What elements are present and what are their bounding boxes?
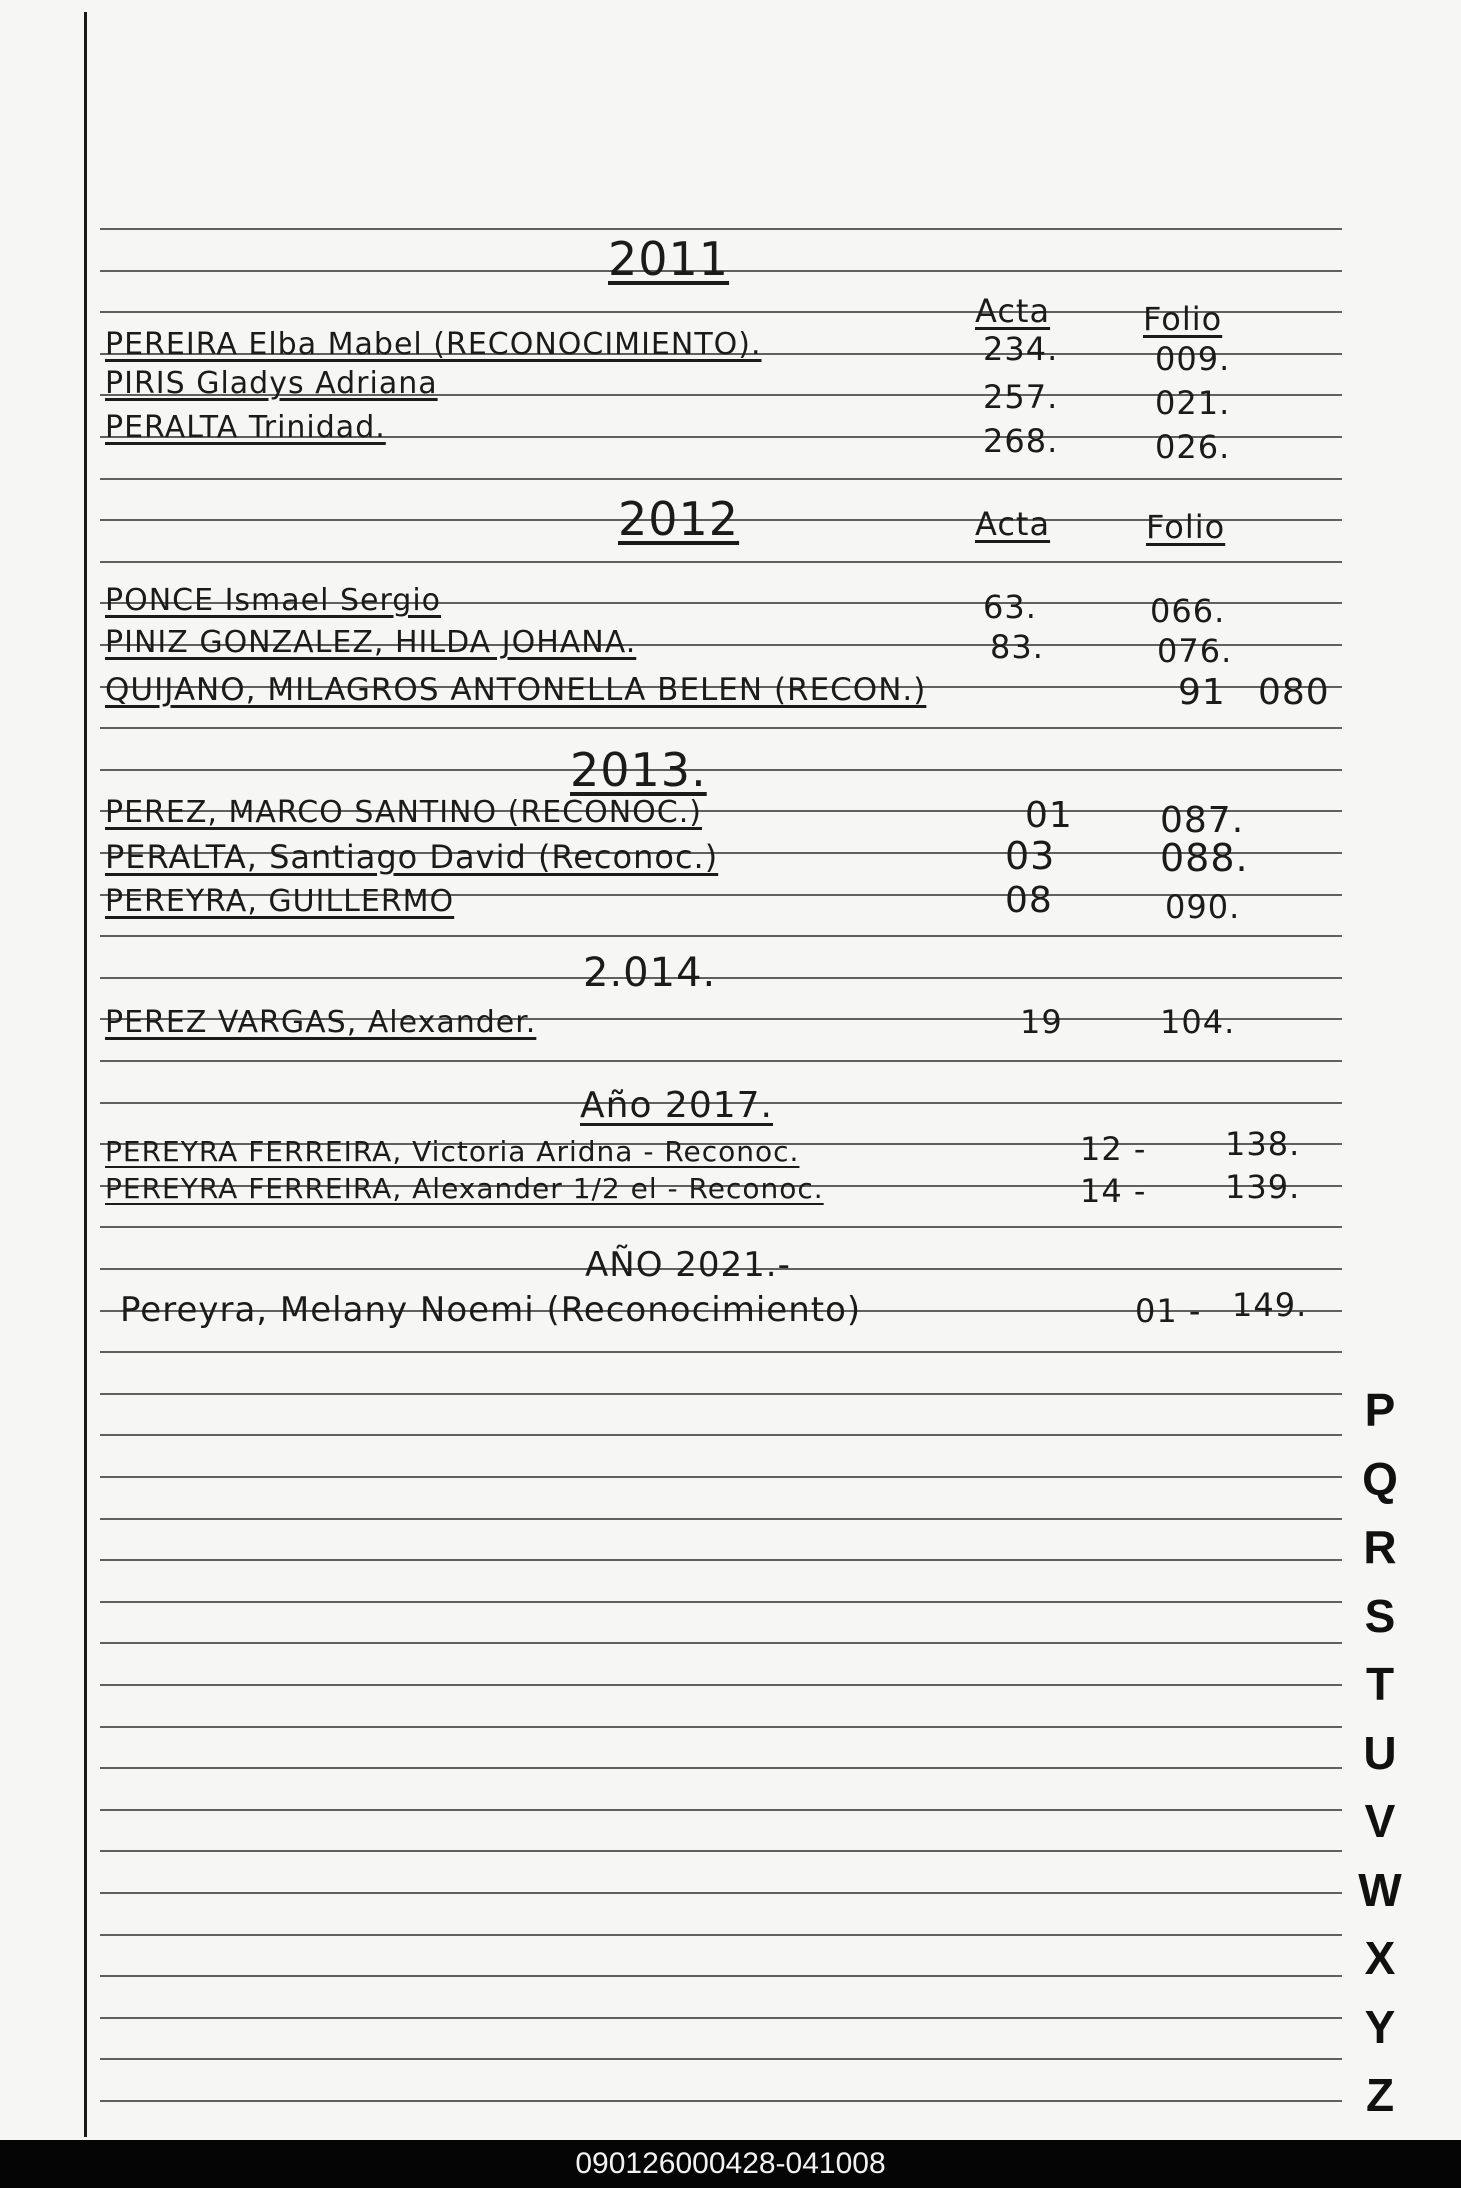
- entry-name: PEREYRA FERREIRA, Victoria Aridna - Reconoc.: [105, 1135, 800, 1168]
- entry-acta: 63.: [983, 588, 1037, 626]
- year-heading-2011: 2011: [608, 232, 730, 286]
- index-tab: T: [1365, 1658, 1395, 1710]
- entry-acta: 12 -: [1080, 1130, 1147, 1168]
- entry-name: PERALTA, Santiago David (Reconoc.): [105, 838, 719, 876]
- acta-header: Acta: [975, 505, 1051, 543]
- ruled-line: [100, 935, 1342, 937]
- entry-acta: 91: [1178, 672, 1226, 713]
- entry-name: PEREYRA FERREIRA, Alexander 1/2 el - Reconoc.: [105, 1172, 824, 1205]
- index-tab: X: [1364, 1932, 1396, 1984]
- entry-folio: 138.: [1225, 1125, 1301, 1163]
- year-heading-2012: 2012: [618, 492, 740, 546]
- ruled-line: [100, 727, 1342, 729]
- folio-header: Folio: [1143, 300, 1223, 338]
- ruled-line: [100, 1975, 1342, 1977]
- ruled-line: [100, 1767, 1342, 1769]
- entry-name: QUIJANO, MILAGROS ANTONELLA BELEN (RECON.): [105, 672, 927, 708]
- ruled-line: [100, 1226, 1342, 1228]
- ruled-line: [100, 1642, 1342, 1644]
- ruled-line: [100, 977, 1342, 979]
- entry-acta: 03: [1005, 834, 1056, 878]
- ruled-line: [100, 1559, 1342, 1561]
- index-tab: V: [1364, 1795, 1396, 1847]
- entry-acta: 08: [1005, 880, 1053, 921]
- ruled-line: [100, 1850, 1342, 1852]
- ruled-line: [100, 769, 1342, 771]
- entry-name: PEREYRA, GUILLERMO: [105, 884, 455, 919]
- entry-folio: 088.: [1160, 836, 1249, 880]
- year-heading-2017: Año 2017.: [580, 1085, 773, 1126]
- acta-header: Acta: [975, 292, 1051, 330]
- index-tab: R: [1363, 1521, 1397, 1573]
- entry-folio: 139.: [1225, 1168, 1301, 1206]
- index-tab: Z: [1365, 2069, 1395, 2121]
- entry-folio: 080: [1258, 672, 1330, 713]
- entry-folio: 009.: [1155, 340, 1231, 378]
- index-tab: Q: [1362, 1452, 1398, 1505]
- entry-folio: 076.: [1157, 632, 1233, 670]
- entry-acta: 268.: [983, 422, 1059, 460]
- ruled-line: [100, 1518, 1342, 1520]
- entry-acta: 234.: [983, 330, 1059, 368]
- entry-folio: 090.: [1165, 888, 1241, 926]
- year-heading-2021: AÑO 2021.-: [585, 1245, 791, 1285]
- alphabet-index: [1350, 1385, 1410, 2120]
- entry-name: PONCE Ismael Sergio: [105, 583, 442, 618]
- entry-folio: 149.: [1232, 1286, 1308, 1324]
- index-tab: Y: [1364, 2000, 1396, 2053]
- ruled-line: [100, 1809, 1342, 1811]
- index-tab: S: [1364, 1589, 1396, 1642]
- entry-acta: 01: [1025, 795, 1073, 836]
- margin-line: [84, 12, 87, 2137]
- entry-folio: 026.: [1155, 428, 1231, 466]
- year-heading-2014: 2.014.: [583, 950, 717, 996]
- entry-acta: 14 -: [1080, 1172, 1147, 1210]
- entry-name: PERALTA Trinidad.: [105, 410, 386, 445]
- ruled-line: [100, 1351, 1342, 1353]
- document-code-bar: [0, 2140, 1461, 2188]
- entry-folio: 066.: [1150, 592, 1226, 630]
- entry-acta: 257.: [983, 378, 1059, 416]
- entry-folio: 021.: [1155, 384, 1231, 422]
- ruled-line: [100, 228, 1342, 230]
- entry-name: Pereyra, Melany Noemi (Reconocimiento): [120, 1290, 862, 1330]
- ruled-line: [100, 1476, 1342, 1478]
- ruled-line: [100, 1434, 1342, 1436]
- entry-name: PEREZ VARGAS, Alexander.: [105, 1005, 537, 1040]
- entry-folio: 087.: [1160, 800, 1245, 841]
- entry-acta: 01 -: [1135, 1292, 1202, 1330]
- ruled-line: [100, 1934, 1342, 1936]
- ruled-line: [100, 1684, 1342, 1686]
- ruled-line: [100, 561, 1342, 563]
- entry-name: PEREIRA Elba Mabel (RECONOCIMIENTO).: [105, 327, 762, 362]
- folio-header: Folio: [1146, 508, 1226, 546]
- entry-folio: 104.: [1160, 1003, 1236, 1041]
- entry-acta: 19: [1020, 1003, 1063, 1041]
- entry-name: PIRIS Gladys Adriana: [105, 366, 438, 401]
- ruled-line: [100, 1601, 1342, 1603]
- index-tab: W: [1358, 1863, 1402, 1916]
- entry-acta: 83.: [990, 628, 1044, 666]
- ruled-line: [100, 2100, 1342, 2102]
- entry-name: PEREZ, MARCO SANTINO (RECONOC.): [105, 795, 702, 830]
- index-tab: P: [1364, 1384, 1396, 1436]
- ruled-line: [100, 2058, 1342, 2060]
- ruled-line: [100, 1060, 1342, 1062]
- ruled-line: [100, 1726, 1342, 1728]
- ruled-line: [100, 478, 1342, 480]
- entry-name: PINIZ GONZALEZ, HILDA JOHANA.: [105, 625, 637, 660]
- year-heading-2013: 2013.: [570, 743, 707, 797]
- ruled-line: [100, 1892, 1342, 1894]
- document-code: 090126000428-041008: [575, 2147, 886, 2180]
- ruled-line: [100, 2017, 1342, 2019]
- ruled-line: [100, 1393, 1342, 1395]
- index-tab: U: [1363, 1726, 1397, 1779]
